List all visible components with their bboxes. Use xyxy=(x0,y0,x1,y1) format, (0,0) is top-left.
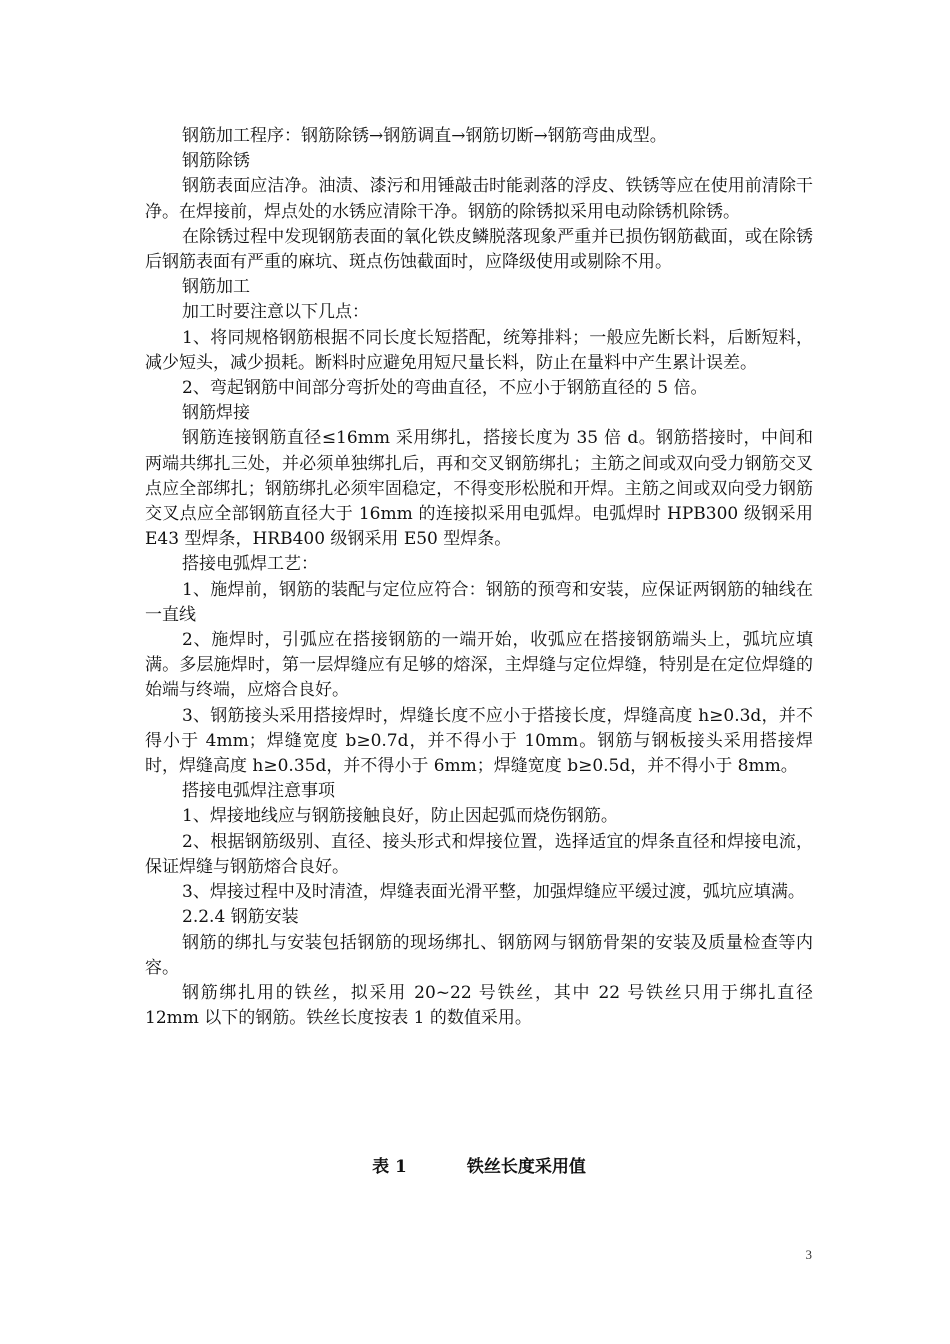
table-caption-label: 表 1 xyxy=(372,1157,407,1177)
paragraph-welding-connection: 钢筋连接钢筋直径≤16mm 采用绑扎，搭接长度为 35 倍 d。钢筋搭接时，中间和两端共绑扎三处，并必须单独绑扎后，再和交叉钢筋绑扎；主筋之间或双向受力钢筋交叉点应全部绑扎；钢筋绑扎必须牢固稳定，不得变形松脱和开焊。主筋之间或双向受力钢筋交叉点应全部钢筋直径大于 16mm 的连接拟采用电弧焊。电弧焊时 HPB300 级钢采用 E43 型焊条，HRB400 级钢采用 E50 型焊条。 xyxy=(145,428,813,550)
paragraph-lap-arc-item-1: 1、施焊前，钢筋的装配与定位应符合：钢筋的预弯和安装，应保证两钢筋的轴线在一直线 xyxy=(145,579,813,625)
paragraph-tie-wire: 钢筋绑扎用的铁丝，拟采用 20~22 号铁丝，其中 22 号铁丝只用于绑扎直径 12mm 以下的钢筋。铁丝长度按表 1 的数值采用。 xyxy=(145,982,813,1029)
heading-installation: 2.2.4 钢筋安装 xyxy=(182,907,299,928)
paragraph-surface-clean: 钢筋表面应洁净。油渍、漆污和用锤敲击时能剥落的浮皮、铁锈等应在使用前清除干净。在焊接前，焊点处的水锈应清除干净。钢筋的除锈拟采用电动除锈机除锈。 xyxy=(145,176,813,222)
paragraph-notes-item-1: 1、焊接地线应与钢筋接触良好，防止因起弧而烧伤钢筋。 xyxy=(182,806,618,827)
paragraph-installation-scope: 钢筋的绑扎与安装包括钢筋的现场绑扎、钢筋网与钢筋骨架的安装及质量检查等内容。 xyxy=(145,932,813,978)
paragraph-lap-arc-item-2: 2、施焊时，引弧应在搭接钢筋的一端开始，收弧应在搭接钢筋端头上，弧坑应填满。多层施焊时，第一层焊缝应有足够的熔深，主焊缝与定位焊缝，特别是在定位焊缝的始端与终端，应熔合良好。 xyxy=(145,630,813,701)
paragraph-notes-item-2: 2、根据钢筋级别、直径、接头形式和焊接位置，选择适宜的焊条直径和焊接电流，保证焊缝与钢筋熔合良好。 xyxy=(145,831,813,877)
table-caption xyxy=(145,1152,813,1177)
table-caption-title: 铁丝长度采用值 xyxy=(466,1157,586,1177)
paragraph-processing-notes: 加工时要注意以下几点： xyxy=(182,302,369,323)
paragraph-processing-item-1: 1、将同规格钢筋根据不同长度长短搭配，统筹排料；一般应先断长料，后断短料，减少短头，减少损耗。断料时应避免用短尺量长料，防止在量料中产生累计误差。 xyxy=(145,327,813,373)
page-number: 3 xyxy=(805,1247,812,1262)
paragraph-notes-item-3: 3、焊接过程中及时清渣，焊缝表面光滑平整，加强焊缝应平缓过渡，弧坑应填满。 xyxy=(182,882,805,903)
paragraph-process: 钢筋加工程序：钢筋除锈→钢筋调直→钢筋切断→钢筋弯曲成型。 xyxy=(182,126,667,146)
heading-lap-arc-process: 搭接电弧焊工艺： xyxy=(182,554,318,575)
heading-welding: 钢筋焊接 xyxy=(182,403,250,424)
body-text xyxy=(145,124,813,1031)
heading-processing: 钢筋加工 xyxy=(182,277,250,298)
heading-rust-removal: 钢筋除锈 xyxy=(182,151,250,172)
paragraph-processing-item-2: 2、弯起钢筋中间部分弯折处的弯曲直径，不应小于钢筋直径的 5 倍。 xyxy=(182,378,708,399)
paragraph-rust-damage: 在除锈过程中发现钢筋表面的氧化铁皮鳞脱落现象严重并已损伤钢筋截面，或在除锈后钢筋表面有严重的麻坑、斑点伤蚀截面时，应降级使用或剔除不用。 xyxy=(145,226,813,273)
heading-lap-arc-notes: 搭接电弧焊注意事项 xyxy=(182,781,335,802)
paragraph-lap-arc-item-3: 3、钢筋接头采用搭接焊时，焊缝长度不应小于搭接长度，焊缝高度 h≥0.3d，并不得小于 4mm；焊缝宽度 b≥0.7d，并不得小于 10mm。钢筋与钢板接头采用搭接焊时，焊缝高度 h≥0.35d，并不得小于 6mm；焊缝宽度 b≥0.5d，并不得小于 8mm。 xyxy=(145,705,813,777)
